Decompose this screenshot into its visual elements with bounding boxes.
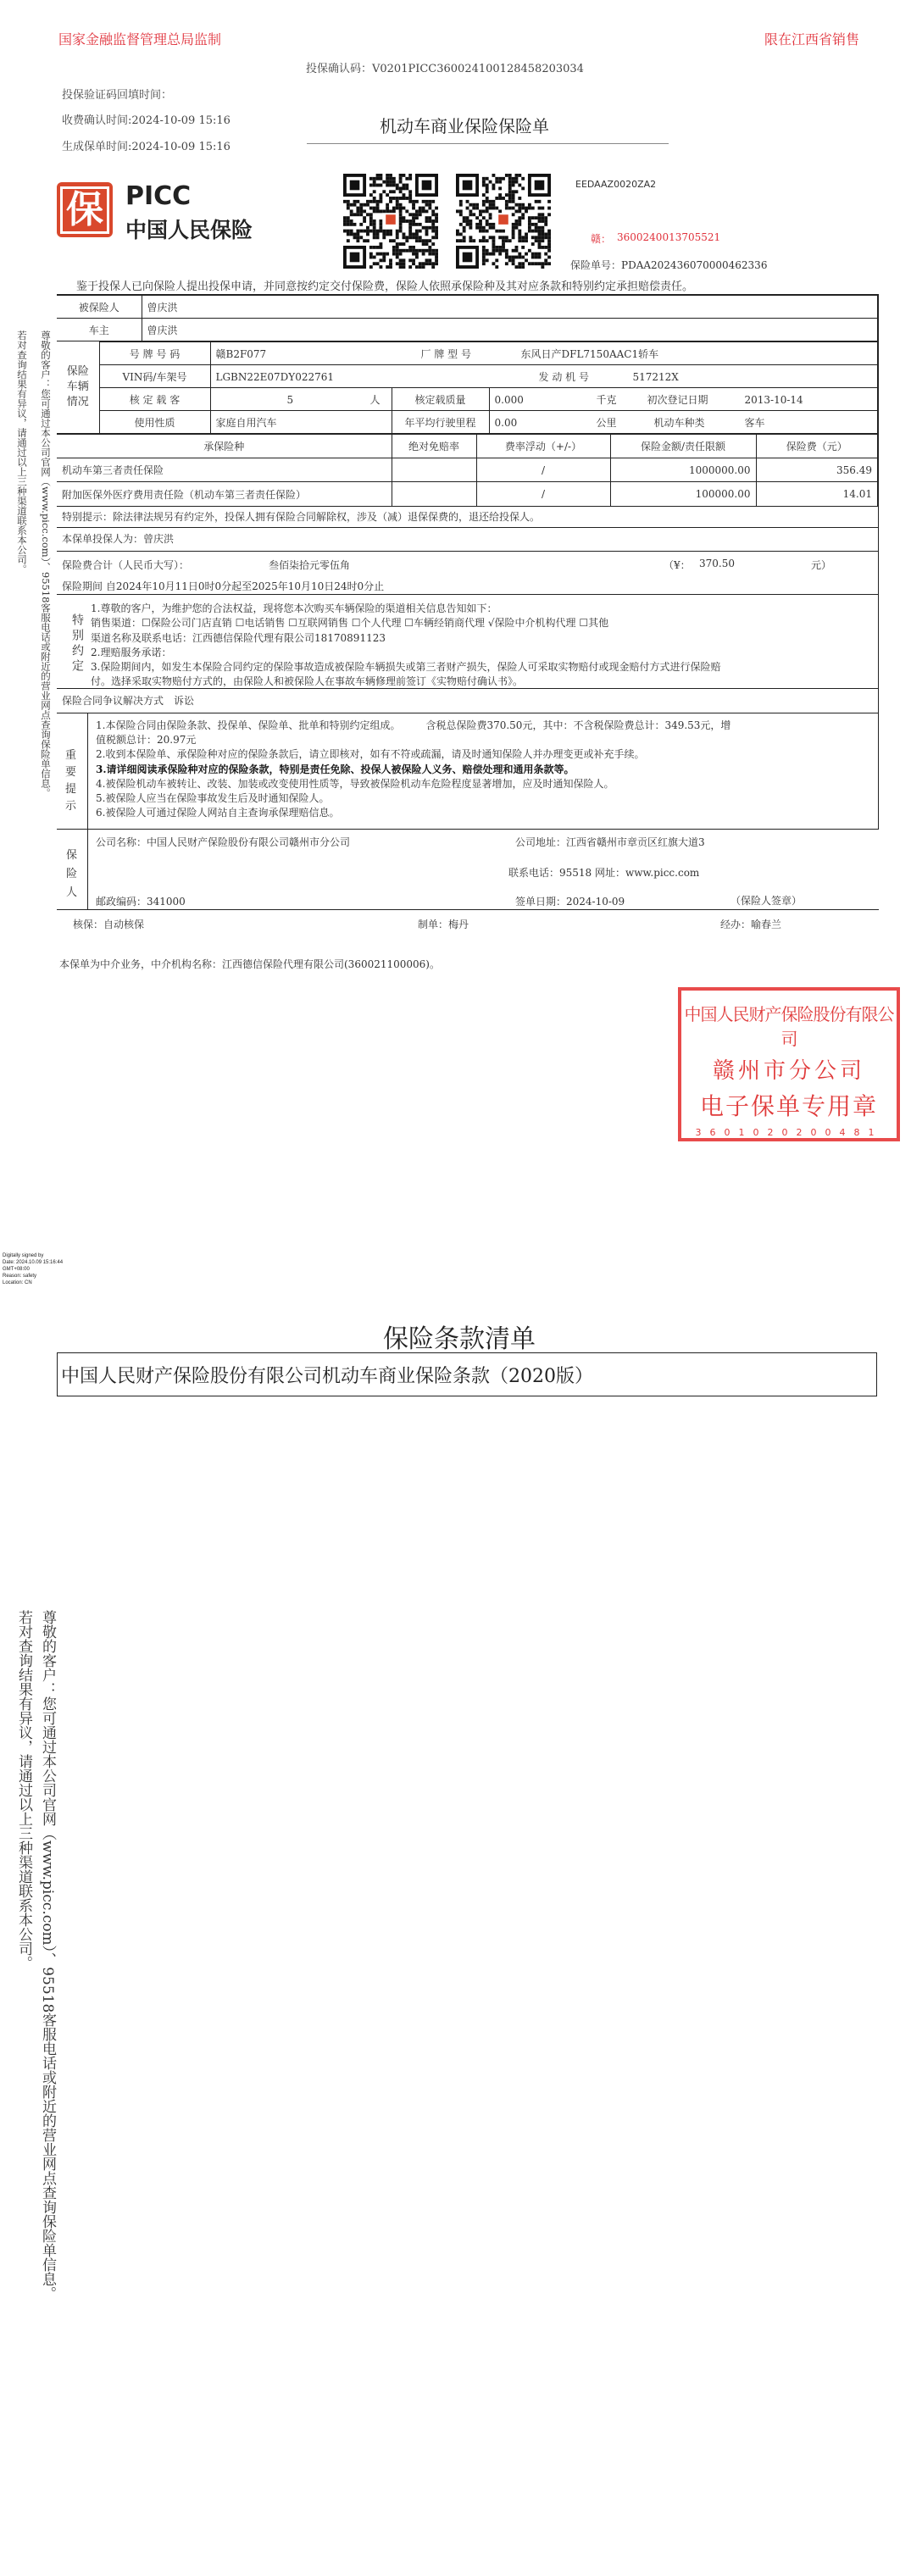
owner-label: 车主 [57, 319, 142, 341]
applicant-row: 本保单投保人为：曾庆洪 [57, 528, 879, 551]
qr-code-1 [343, 174, 438, 269]
coverage-name: 附加医保外医疗费用责任险（机动车第三者责任保险） [57, 482, 392, 507]
important-line: 5.被保险人应当在保险事故发生后及时通知保险人。 [96, 792, 330, 805]
important-notes [57, 713, 879, 830]
maker: 制单：梅丹 [418, 919, 469, 930]
table-row [57, 458, 878, 482]
premium-total-row [57, 551, 879, 595]
coverage-table [57, 434, 878, 507]
seats-label: 核 定 载 客 [99, 388, 210, 411]
confirm-code: 投保确认码：V0201PICC360024100128458203034 [306, 63, 584, 75]
title-underline [307, 143, 669, 144]
special-line: 2.理赔服务承诺： [91, 646, 172, 658]
special-line: 渠道名称及联系电话：江西德信保险代理有限公司18170891123 [91, 631, 386, 644]
coverage-premium: 14.01 [756, 482, 878, 507]
verify-time: 投保验证码回填时间： [62, 89, 173, 102]
handler: 经办：喻春兰 [720, 919, 782, 930]
logo-text-en: PICC [125, 181, 192, 211]
reg-date-value: 2013-10-14 [744, 393, 803, 406]
agency-note: 本保单为中介业务，中介机构名称：江西德信保险代理有限公司(360021100006)。 [59, 958, 440, 970]
important-line: 4.被保险机动车被转让、改装、加装或改变使用性质等，导致被保险机动车危险程度显著增加，应及时通知保险人。 [96, 777, 614, 790]
engine-value: 517212X [632, 370, 679, 383]
important-line: 6.被保险人可通过保险人网站自主查询承保理赔信息。 [96, 807, 340, 819]
seats-value: 5 [286, 393, 294, 406]
side-note-dispute: 若对查询结果有异议，请通过以上三种渠道联系本公司。 [16, 330, 28, 575]
coverage-name: 机动车第三者责任保险 [57, 458, 392, 482]
table-row [57, 482, 878, 507]
digital-signature: Digitally signed by Date: 2024.10.09 15:16:44 GMT+08:00 Reason: safety Location: CN [3, 1253, 64, 1285]
coverage-deductible [392, 482, 476, 507]
important-line: 2.收到本保险单、承保险种对应的保险条款后，请立即核对，如有不符或疏漏，请及时通知保险人并办理变更或补充手续。 [96, 748, 645, 761]
fee-time: 收费确认时间:2024-10-09 15:16 [62, 114, 231, 127]
owner-value: 曾庆洪 [142, 319, 878, 341]
mass-label: 核定载质量 [392, 388, 489, 411]
coverage-amount: 1000000.00 [610, 458, 756, 482]
plate-value: 赣B2F077 [215, 347, 267, 360]
coverage-header-deductible: 绝对免赔率 [392, 435, 476, 458]
clause-item: 中国人民财产保险股份有限公司机动车商业保险条款（2020版） [57, 1352, 877, 1396]
company-seal-stamp: 中国人民财产保险股份有限公司 赣州市分公司 电子保单专用章 3601020200481 [678, 987, 900, 1141]
picc-logo-icon: 保 [57, 182, 113, 237]
model-value: 东风日产DFL7150AAC1轿车 [520, 347, 659, 360]
total-unit: 元） [811, 559, 832, 571]
special-notice: 特别提示：除法律法规另有约定外，投保人拥有保险合同解除权，涉及（减）退保保费的，退还给投保人。 [57, 506, 879, 528]
total-yen: （¥： [664, 559, 691, 571]
insurer-section [57, 830, 879, 910]
insurer-contact: 联系电话：95518 网址：www.picc.com [508, 867, 700, 879]
important-line: 3.请详细阅读承保险种对应的保险条款，特别是责任免除、投保人被保险人义务、赔偿处理和通用条款等。 [96, 763, 575, 775]
use-label: 使用性质 [99, 411, 210, 434]
side-note-query-p2: 尊敬的客户：您可通过本公司官网（www.picc.com）、95518客服电话或附近的营业网点查询保险单信息。 [39, 1610, 56, 2301]
mass-unit: 千克 [596, 393, 617, 406]
coverage-float: / [476, 458, 610, 482]
insurance-period: 保险期间 自2024年10月11日0时0分起至2025年10月10日24时0分止 [62, 580, 385, 592]
dispute-row: 保险合同争议解决方式 诉讼 [57, 689, 879, 713]
insured-table [57, 295, 878, 341]
coverage-premium: 356.49 [756, 458, 878, 482]
model-label: 厂 牌 型 号 [420, 347, 471, 360]
vehicle-section-label: 保险车辆情况 [57, 342, 99, 434]
plate-label: 号 牌 号 码 [99, 342, 210, 365]
coverage-float: / [476, 482, 610, 507]
important-line: 值税额总计：20.97元 [96, 734, 197, 747]
side-note-query: 尊敬的客户：您可通过本公司官网（www.picc.com）、95518客服电话或附近的营业网点查询保险单信息。 [40, 330, 52, 798]
insurer-address: 公司地址：江西省赣州市章贡区红旗大道3 [515, 836, 705, 848]
qr-code-2 [456, 174, 551, 269]
mileage-label: 年平均行驶里程 [392, 411, 489, 434]
policy-number: 保险单号：PDAA202436070000462336 [570, 259, 768, 271]
gan-number: 3600240013705521 [617, 231, 721, 243]
insurer-label: 保险人 [66, 849, 78, 899]
vin-label: VIN码/车架号 [99, 365, 210, 388]
vin-value: LGBN22E07DY022761 [215, 370, 335, 383]
coverage-header-name: 承保险种 [57, 435, 392, 458]
special-agreement-label: 特别约定 [70, 613, 84, 675]
important-label: 重要提示 [65, 749, 77, 813]
total-amount: 370.50 [699, 558, 735, 569]
vehicle-type-label: 机动车种类 [653, 416, 705, 429]
mass-value: 0.000 [494, 393, 524, 406]
coverage-deductible [392, 458, 476, 482]
underwriter: 核保：自动核保 [73, 919, 145, 930]
regulator-label: 国家金融监督管理总局监制 [58, 31, 222, 47]
side-note-dispute-p2: 若对查询结果有异议，请通过以上三种渠道联系本公司。 [15, 1610, 32, 1970]
insurer-company: 公司名称：中国人民财产保险股份有限公司赣州市分公司 [96, 836, 351, 848]
page-title: 机动车商业保险保险单 [380, 116, 549, 136]
sign-date: 签单日期：2024-10-09 [515, 896, 625, 908]
logo-text-cn: 中国人民保险 [125, 218, 253, 242]
gen-time: 生成保单时间:2024-10-09 15:16 [62, 141, 231, 153]
coverage-header-float: 费率浮动（+/-） [476, 435, 610, 458]
clause-list-title: 保险条款清单 [383, 1324, 536, 1354]
insured-label: 被保险人 [57, 296, 142, 319]
total-label: 保险费合计（人民币大写）： [62, 559, 190, 571]
special-line: 1.尊敬的客户，为维护您的合法权益，现将您本次购买车辆保险的渠道相关信息告知如下： [91, 602, 497, 614]
seal-note: （保险人签章） [730, 895, 803, 907]
coverage-header-premium: 保险费（元） [756, 435, 878, 458]
special-line: 付。选择采取实物赔付方式的，由保险人和被保险人在事故车辆修理前签订《实物赔付确认书》。 [91, 675, 524, 688]
important-line: 1.本保险合同由保险条款、投保单、保险单、批单和特别约定组成。 含税总保险费370.50元，其中：不含税保险费总计：349.53元，增 [96, 719, 731, 731]
special-agreement [57, 595, 879, 689]
coverage-amount: 100000.00 [610, 482, 756, 507]
vehicle-type-value: 客车 [744, 416, 765, 429]
insured-value: 曾庆洪 [142, 296, 878, 319]
vehicle-table [57, 341, 878, 434]
special-line: 销售渠道：☐保险公司门店直销 ☐电话销售 ☐互联网销售 ☐个人代理 ☐车辆经销商代理 √保险中介机构代理 ☐其他 [91, 617, 609, 630]
mileage-unit: 公里 [596, 416, 617, 429]
gan-label: 赣： [591, 233, 612, 245]
mileage-value: 0.00 [494, 416, 518, 429]
intro-statement: 鉴于投保人已向保险人提出投保申请，并同意按约定交付保险费，保险人依照承保险种及其对应条款和特别约定承担赔偿责任。 [76, 280, 694, 293]
insurer-postcode: 邮政编码：341000 [96, 896, 186, 908]
region-label: 限在江西省销售 [764, 31, 860, 47]
seats-unit: 人 [369, 393, 381, 406]
reg-date-label: 初次登记日期 [647, 393, 708, 406]
coverage-header-amount: 保险金额/责任限额 [610, 435, 756, 458]
total-words: 叁佰柒拾元零伍角 [269, 559, 351, 571]
use-value: 家庭自用汽车 [210, 411, 392, 434]
engine-label: 发 动 机 号 [538, 370, 589, 383]
doc-code: EEDAAZ0020ZA2 [575, 179, 657, 190]
special-line: 3.保险期间内，如发生本保险合同约定的保险事故造成被保险车辆损失或第三者财产损失，保险人可采取实物赔付或现金赔付方式进行保险赔 [91, 661, 721, 674]
